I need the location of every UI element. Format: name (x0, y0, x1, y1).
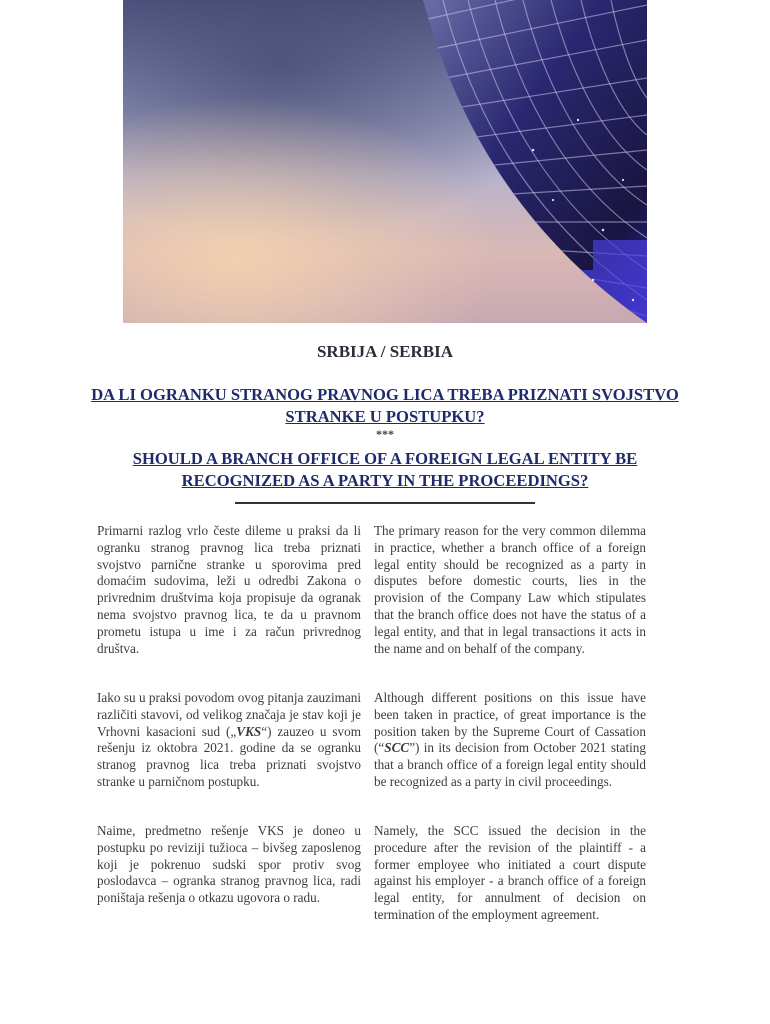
text-fragment: “) zauzeo u svom rešenju iz oktobra 2021. godine da se ogranku stranog pravnog lica treba priznati svojstvo stranke u parničnom postupku. (97, 723, 361, 789)
title-underline-rule (235, 502, 535, 504)
region-title: SRBIJA / SERBIA (316, 342, 454, 361)
title-separator: *** (376, 427, 394, 441)
serbian-paragraph-3 (97, 823, 361, 907)
paragraph-text: Naime, predmetno rešenje VKS je doneo u postupku po reviziji tužioca – bivšeg zaposlenog koji je pokrenuo sudski spor protiv svog poslodavca – ogranka stranog pravnog lica, radi poništaja rešenja o otkazu ugovora o radu. (97, 823, 361, 906)
paragraph-text (97, 690, 361, 791)
paragraph-text: The primary reason for the very common dilemma in practice, whether a branch office of a foreign legal entity should be recognized as a party in disputes before domestic courts, lies in the provision of the Company Law which stipulates that the branch office does not have the status of a legal entity, and that in legal transactions it acts in the name and on behalf of the company. (374, 523, 646, 656)
text-fragment: Although different positions on this issue have been taken in practice, of great importance is the position taken by the Supreme Court of Cassation (“ (374, 690, 646, 756)
abbreviation-scc: SCC (384, 740, 410, 756)
english-paragraph-1 (374, 523, 646, 657)
text-fragment: ”) in its decision from October 2021 stating that a branch office of a foreign legal entity should be recognized as a party in civil proceedings. (374, 740, 646, 789)
text-fragment: Iako su u praksi povodom ovog pitanja zauzimani različiti stavovi, od velikog značaja je stav koji je Vrhovni kasacioni sud („ (97, 690, 361, 739)
hero-image (123, 0, 647, 323)
article-title-english: SHOULD A BRANCH OFFICE OF A FOREIGN LEGAL ENTITY BE RECOGNIZED AS A PARTY IN THE PROCEEDINGS? (132, 449, 638, 490)
building-sky-photo (123, 0, 647, 323)
serbian-paragraph-2 (97, 690, 361, 791)
paragraph-text: Namely, the SCC issued the decision in the procedure after the revision of the plaintiff - a former employee who initiated a court dispute against his employer - a branch office of a foreign legal entity, for annulment of decision on termination of the employment agreement. (374, 823, 646, 922)
abbreviation-vks: VKS (236, 723, 262, 739)
paragraph-text (374, 690, 646, 791)
english-paragraph-3 (374, 823, 646, 924)
paragraph-text: Primarni razlog vrlo česte dileme u praksi da li ogranku stranog pravnog lica treba priznati svojstvo parnične stranke u sporovima pred domaćim sudovima, leži u odredbi Zakona o privrednim društvima koja propisuje da ogranak nema svojstvo pravnog lica, te da u pravnom prometu istupa u ime i za račun privrednog društva. (97, 523, 361, 656)
english-paragraph-2 (374, 690, 646, 791)
article-title-serbian: DA LI OGRANKU STRANOG PRAVNOG LICA TREBA PRIZNATI SVOJSTVO STRANKE U POSTUPKU? (91, 385, 679, 426)
serbian-paragraph-1 (97, 523, 361, 657)
